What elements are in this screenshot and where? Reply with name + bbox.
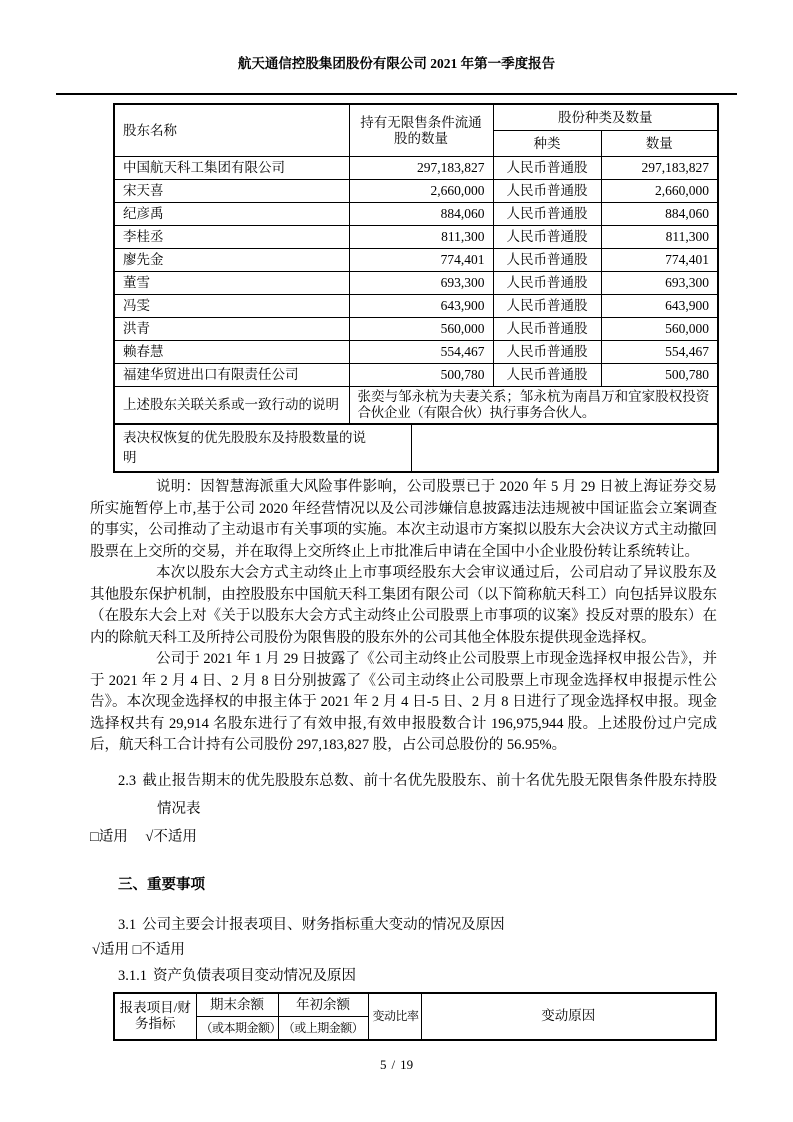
shareholder-header-row-1 [114,104,718,131]
note-paragraph-3: 公司于 2021 年 1 月 29 日披露了《公司主动终止公司股票上市现金选择权申报公告》，并于 2021 年 2 月 4 日、2 月 8 日分别披露了《公司主动终止公司股票上市现金选择权申报提示性公告》。本次现金选择权的申报主体于 2021 年 2 月 4 日-5 日、2 月 8 日进行了现金选择权申报。现金选择权共有 29,914 名股东进行了有效申报,有效申报股数合计 196,975,944 股。上述股份过户完成后，航天科工合计持有公司股份 297,183,827 股，占公司总股份的 56.95%。 [90,651,717,753]
section-2-3-heading [118,767,717,823]
voting-row [114,424,718,472]
shareholder-row [114,226,718,249]
relation-label: 上述股东关联关系或一致行动的说明 [114,387,349,425]
unrestricted-shares: 884,060 [349,203,493,226]
col-header-change-ratio: 变动比率 [368,993,421,1040]
total-page-count: 19 [400,1056,414,1072]
unrestricted-shares: 554,467 [349,341,493,364]
shareholder-name: 纪彦禹 [114,203,349,226]
notes-block [90,477,717,757]
shareholder-name: 宋天喜 [114,180,349,203]
shareholder-row [114,295,718,318]
share-type: 人民币普通股 [493,249,601,272]
unrestricted-shares: 2,660,000 [349,180,493,203]
share-type: 人民币普通股 [493,180,601,203]
section-3-heading: 三、重要事项 [118,876,205,893]
shareholder-row [114,364,718,387]
col-header-share-type-qty: 股份种类及数量 [493,104,718,131]
page-title: 航天通信控股集团股份有限公司 2021 年第一季度报告 [237,56,556,71]
col-header-unrestricted-shares: 持有无限售条件流通股的数量 [349,104,493,157]
share-qty: 2,660,000 [601,180,718,203]
page-footer [0,1057,793,1073]
share-qty: 500,780 [601,364,718,387]
share-type: 人民币普通股 [493,203,601,226]
section-title: 公司主要会计报表项目、财务指标重大变动的情况及原因 [142,916,505,933]
unrestricted-shares: 297,183,827 [349,157,493,180]
shareholder-row [114,318,718,341]
shareholder-name: 李桂丞 [114,226,349,249]
note-paragraph-2: 本次以股东大会方式主动终止上市事项经股东大会审议通过后，公司启动了异议股东及其他股东保护机制，由控股股东中国航天科工集团有限公司（以下简称航天科工）向包括异议股东（在股东大会上对《关于以股东大会方式主动终止公司股票上市事项的议案》投反对票的股东）在内的除航天科工及所持公司股份为限售股的股东外的公司其他全体股东提供现金选择权。 [90,565,717,646]
page-separator: / [391,1056,396,1072]
note-paragraph-1: 说明：因智慧海派重大风险事件影响，公司股票已于 2020 年 5 月 29 日被上海证券交易所实施暂停上市,基于公司 2020 年经营情况以及公司涉嫌信息披露违法违规被中国证监会立案调查的事实，公司推动了主动退市有关事项的实施。本次主动退市方案拟以股东大会决议方式主动撤回股票在上交所的交易，并在取得上交所终止上市批准后申请在全国中小企业股份转让系统转让。 [90,479,717,560]
shareholder-row [114,157,718,180]
shareholder-row [114,272,718,295]
share-type: 人民币普通股 [493,295,601,318]
balance-header-row-1 [114,993,716,1017]
share-qty: 693,300 [601,272,718,295]
checkbox-not-applicable: □不适用 [132,941,185,958]
unrestricted-shares: 560,000 [349,318,493,341]
share-qty: 811,300 [601,226,718,249]
unrestricted-shares: 500,780 [349,364,493,387]
col-header-change-reason: 变动原因 [421,993,716,1040]
header-rule [56,93,737,95]
share-qty: 774,401 [601,249,718,272]
section-3-1-applicability [92,940,793,960]
unrestricted-shares: 774,401 [349,249,493,272]
section-number: 3.1.1 [118,967,147,984]
col-header-beginning-balance-sub: （或上期金额） [278,1016,368,1040]
shareholder-name: 福建华贸进出口有限责任公司 [114,364,349,387]
section-title: 资产负债表项目变动情况及原因 [153,967,356,984]
balance-sheet-change-table [113,992,717,1041]
share-qty: 643,900 [601,295,718,318]
shareholder-name: 赖春慧 [114,341,349,364]
col-header-report-item: 报表项目/财务指标 [114,993,196,1040]
share-qty: 297,183,827 [601,157,718,180]
share-type: 人民币普通股 [493,341,601,364]
relation-row [114,387,718,425]
current-page-number: 5 [379,1056,387,1072]
share-qty: 554,467 [601,341,718,364]
shareholder-row [114,180,718,203]
col-header-type: 种类 [493,131,601,157]
shareholder-name: 洪青 [114,318,349,341]
col-header-ending-balance: 期末余额 [196,993,278,1017]
share-qty: 560,000 [601,318,718,341]
col-header-shareholder: 股东名称 [114,104,349,157]
col-header-beginning-balance: 年初余额 [278,993,368,1017]
checkbox-applicable: √适用 [92,941,129,958]
section-title: 截止报告期末的优先股股东总数、前十名优先股股东、前十名优先股无限售条件股东持股情况表 [142,772,717,817]
shareholder-name: 冯雯 [114,295,349,318]
share-type: 人民币普通股 [493,157,601,180]
shareholder-row [114,341,718,364]
col-header-qty: 数量 [601,131,718,157]
share-type: 人民币普通股 [493,318,601,341]
share-type: 人民币普通股 [493,364,601,387]
shareholder-name: 廖先金 [114,249,349,272]
voting-value-cell [411,424,718,472]
unrestricted-shares: 643,900 [349,295,493,318]
checkbox-not-applicable: √不适用 [145,828,197,845]
checkbox-applicable: □适用 [90,828,128,845]
shareholder-name: 董雪 [114,272,349,295]
shareholder-row [114,203,718,226]
voting-label-cell [114,424,411,472]
section-number: 3.1 [118,916,137,933]
section-3-1-1-heading [118,966,793,986]
col-header-ending-balance-sub: （或本期金额） [196,1016,278,1040]
shareholder-table [113,103,719,425]
section-3-1-heading [118,915,793,935]
relation-text: 张奕与邹永杭为夫妻关系；邹永杭为南昌万和宜家股权投资合伙企业（有限合伙）执行事务合伙人。 [349,387,718,425]
share-type: 人民币普通股 [493,226,601,249]
unrestricted-shares: 693,300 [349,272,493,295]
share-qty: 884,060 [601,203,718,226]
shareholder-name: 中国航天科工集团有限公司 [114,157,349,180]
shareholder-row [114,249,718,272]
section-number: 2.3 [118,772,137,789]
voting-label: 表决权恢复的优先股股东及持股数量的说明 [123,430,366,465]
section-2-3-applicability [90,827,793,847]
voting-rights-table [113,423,719,473]
share-type: 人民币普通股 [493,272,601,295]
unrestricted-shares: 811,300 [349,226,493,249]
